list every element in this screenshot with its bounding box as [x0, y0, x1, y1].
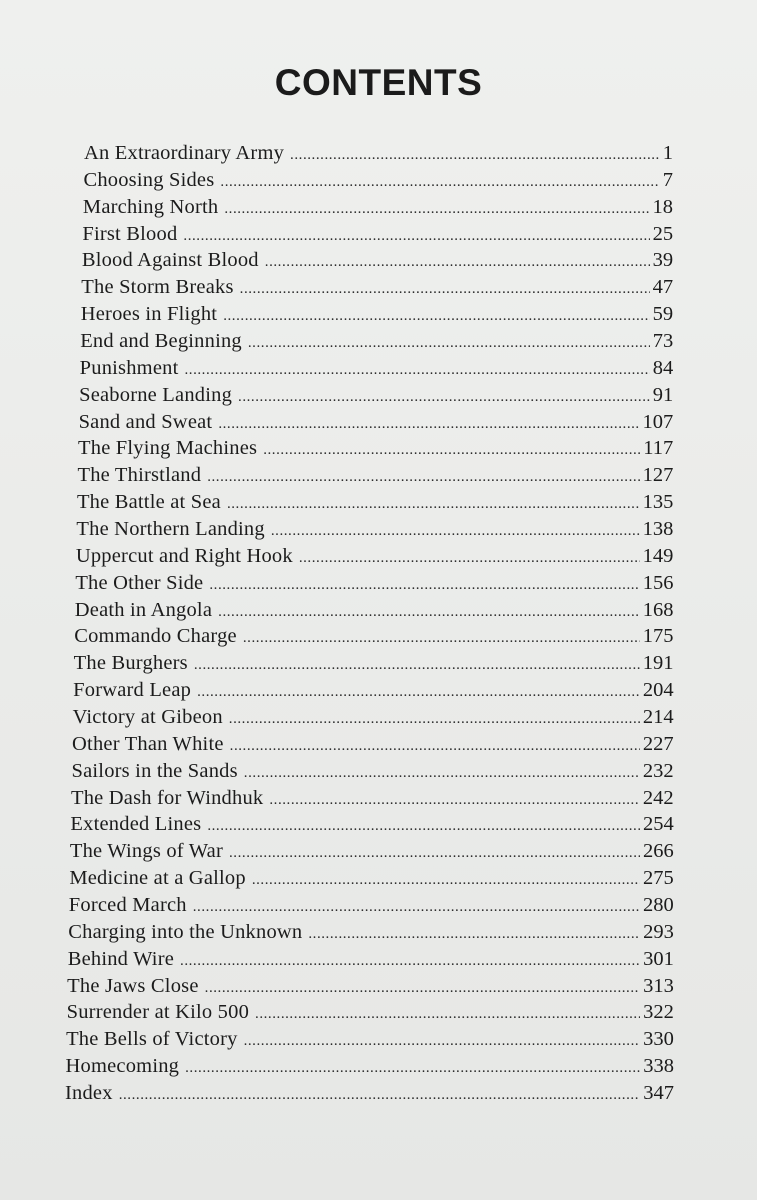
- toc-entry: [76, 545, 674, 571]
- toc-entry: [70, 813, 673, 839]
- toc-entry-title: Charging into the Unknown: [68, 920, 303, 943]
- dot-leader: [238, 389, 650, 406]
- toc-entry: [81, 303, 673, 329]
- toc-entry-title: Victory at Gibeon: [72, 706, 223, 728]
- toc-entry: [77, 491, 673, 517]
- toc-entry-title: Death in Angola: [74, 598, 213, 621]
- dot-leader: [244, 765, 640, 782]
- toc-entry: [69, 867, 673, 893]
- dot-leader: [263, 442, 640, 459]
- toc-entry-title: The Bells of Victory: [66, 1028, 238, 1051]
- dot-leader: [207, 469, 639, 486]
- dot-leader: [205, 980, 640, 997]
- toc-entry: [69, 894, 674, 920]
- dot-leader: [193, 899, 640, 916]
- toc-entry-page-number: 275: [643, 867, 674, 890]
- toc-entry-page-number: 168: [642, 598, 674, 621]
- toc-entry: [79, 411, 674, 437]
- toc-entry-title: The Burghers: [73, 652, 188, 675]
- toc-entry-title: Other Than White: [72, 732, 224, 755]
- dot-leader: [240, 281, 650, 298]
- toc-entry-title: Choosing Sides: [83, 168, 215, 191]
- toc-entry: [75, 599, 674, 625]
- toc-entry-page-number: 91: [652, 383, 674, 406]
- toc-entry-title: Surrender at Kilo 500: [66, 1001, 250, 1024]
- toc-entry: [68, 948, 674, 974]
- toc-entry-title: Heroes in Flight: [80, 303, 218, 326]
- dot-leader: [180, 953, 640, 970]
- toc-entry: [84, 142, 673, 168]
- toc-entry: [80, 330, 673, 356]
- toc-entry: [80, 357, 674, 383]
- page-title: CONTENTS: [274, 62, 483, 103]
- table-of-contents: [0, 130, 757, 1110]
- dot-leader: [183, 228, 649, 245]
- toc-entry: [70, 840, 674, 866]
- toc-entry-title: The Jaws Close: [67, 974, 199, 997]
- toc-entry-page-number: 227: [642, 732, 674, 755]
- dot-leader: [252, 872, 640, 889]
- toc-entry-page-number: 204: [642, 679, 674, 702]
- dot-leader: [271, 523, 640, 540]
- toc-entry-title: Seaborne Landing: [79, 383, 233, 406]
- toc-entry-page-number: 254: [642, 813, 674, 836]
- toc-entry-page-number: 322: [643, 1001, 674, 1024]
- dot-leader: [220, 174, 659, 191]
- toc-entry: [77, 464, 673, 490]
- toc-entry: [67, 975, 674, 1001]
- toc-entry-page-number: 84: [652, 356, 674, 379]
- toc-entry-title: The Other Side: [75, 571, 204, 594]
- dot-leader: [244, 1033, 641, 1050]
- toc-entry-title: An Extraordinary Army: [84, 142, 285, 164]
- toc-entry-page-number: 18: [652, 195, 674, 218]
- toc-entry-page-number: 73: [652, 330, 674, 352]
- dot-leader: [185, 1060, 640, 1077]
- toc-entry-page-number: 242: [642, 786, 674, 809]
- toc-entry-page-number: 175: [642, 625, 674, 648]
- toc-entry-title: Homecoming: [65, 1055, 180, 1078]
- dot-leader: [269, 792, 640, 809]
- toc-entry-page-number: 107: [642, 410, 674, 433]
- toc-entry-page-number: 7: [662, 168, 674, 191]
- toc-entry-title: The Dash for Windhuk: [70, 786, 264, 809]
- toc-entry: [78, 437, 673, 463]
- dot-leader: [248, 335, 650, 352]
- dot-leader: [290, 147, 660, 164]
- toc-entry-title: Punishment: [79, 356, 179, 379]
- toc-entry: [76, 518, 673, 544]
- toc-entry: [71, 787, 674, 813]
- dot-leader: [184, 362, 649, 379]
- toc-entry: [83, 169, 673, 195]
- toc-entry-page-number: 338: [643, 1055, 674, 1078]
- toc-entry: [73, 706, 674, 732]
- toc-entry-page-number: 59: [652, 303, 674, 326]
- toc-entry-title: Extended Lines: [70, 813, 202, 836]
- dot-leader: [224, 201, 649, 218]
- toc-entry: [68, 921, 674, 947]
- toc-entry-title: Index: [65, 1082, 113, 1104]
- toc-entry: [82, 249, 673, 275]
- dot-leader: [209, 577, 639, 594]
- toc-entry: [66, 1055, 674, 1081]
- toc-entry-page-number: 138: [642, 518, 674, 540]
- toc-entry-page-number: 313: [643, 974, 674, 997]
- toc-entry-title: Behind Wire: [67, 947, 175, 970]
- toc-entry-page-number: 330: [643, 1028, 674, 1051]
- dot-leader: [255, 1006, 640, 1023]
- toc-entry: [81, 276, 673, 302]
- toc-entry-title: First Blood: [82, 222, 178, 245]
- toc-entry-title: Sailors in the Sands: [71, 759, 238, 782]
- dot-leader: [194, 657, 640, 674]
- toc-entry-page-number: 266: [642, 840, 674, 863]
- toc-entry-title: End and Beginning: [80, 330, 242, 352]
- toc-entry-page-number: 280: [643, 894, 674, 916]
- toc-entry: [74, 652, 674, 678]
- toc-entry: [65, 1082, 674, 1108]
- toc-entry-page-number: 301: [643, 947, 674, 970]
- toc-entry-title: Sand and Sweat: [78, 410, 213, 433]
- toc-entry-title: Medicine at a Gallop: [69, 867, 246, 890]
- toc-entry: [72, 760, 674, 786]
- toc-entry-title: The Storm Breaks: [81, 276, 234, 299]
- dot-leader: [227, 496, 640, 513]
- dot-leader: [119, 1087, 641, 1104]
- toc-entry-page-number: 135: [642, 491, 674, 514]
- toc-entry: [74, 625, 673, 651]
- dot-leader: [229, 845, 640, 862]
- dot-leader: [218, 416, 639, 433]
- toc-entry: [72, 733, 674, 759]
- toc-entry: [67, 1001, 674, 1027]
- toc-entry-page-number: 232: [642, 759, 674, 782]
- toc-entry-title: The Northern Landing: [76, 518, 265, 540]
- toc-entry-title: Forced March: [68, 894, 187, 916]
- toc-entry-title: The Wings of War: [69, 840, 223, 863]
- toc-entry: [83, 196, 673, 222]
- dot-leader: [230, 738, 640, 755]
- toc-entry: [66, 1028, 674, 1054]
- toc-entry-page-number: 293: [643, 920, 674, 943]
- toc-entry-page-number: 25: [652, 222, 674, 245]
- dot-leader: [299, 550, 640, 567]
- toc-entry-page-number: 1: [662, 142, 673, 164]
- toc-entry-title: Forward Leap: [73, 679, 192, 702]
- toc-entry: [73, 679, 673, 705]
- toc-entry-title: The Thirstland: [77, 464, 202, 487]
- toc-entry-title: Commando Charge: [74, 625, 237, 648]
- dot-leader: [207, 818, 640, 835]
- toc-entry-page-number: 191: [642, 652, 674, 675]
- dot-leader: [265, 254, 650, 271]
- toc-entry-page-number: 127: [642, 464, 674, 487]
- toc-entry-page-number: 347: [643, 1082, 674, 1104]
- toc-entry: [75, 572, 673, 598]
- toc-entry: [82, 223, 673, 249]
- toc-entry-page-number: 47: [652, 276, 674, 299]
- toc-entry-title: Marching North: [82, 195, 219, 218]
- toc-entry-title: The Flying Machines: [78, 437, 258, 460]
- toc-entry-page-number: 117: [643, 437, 674, 460]
- toc-entry-title: The Battle at Sea: [76, 491, 221, 514]
- dot-leader: [218, 604, 640, 621]
- dot-leader: [308, 926, 640, 943]
- toc-entry-page-number: 214: [642, 706, 674, 728]
- toc-entry-page-number: 39: [652, 249, 674, 272]
- toc-entry-title: Uppercut and Right Hook: [75, 544, 293, 567]
- toc-entry-title: Blood Against Blood: [81, 249, 259, 272]
- dot-leader: [229, 711, 640, 728]
- toc-entry-page-number: 149: [642, 544, 674, 567]
- toc-entry-page-number: 156: [642, 571, 674, 594]
- toc-entry: [79, 384, 673, 410]
- dot-leader: [197, 684, 640, 701]
- dot-leader: [243, 630, 640, 647]
- dot-leader: [223, 308, 649, 325]
